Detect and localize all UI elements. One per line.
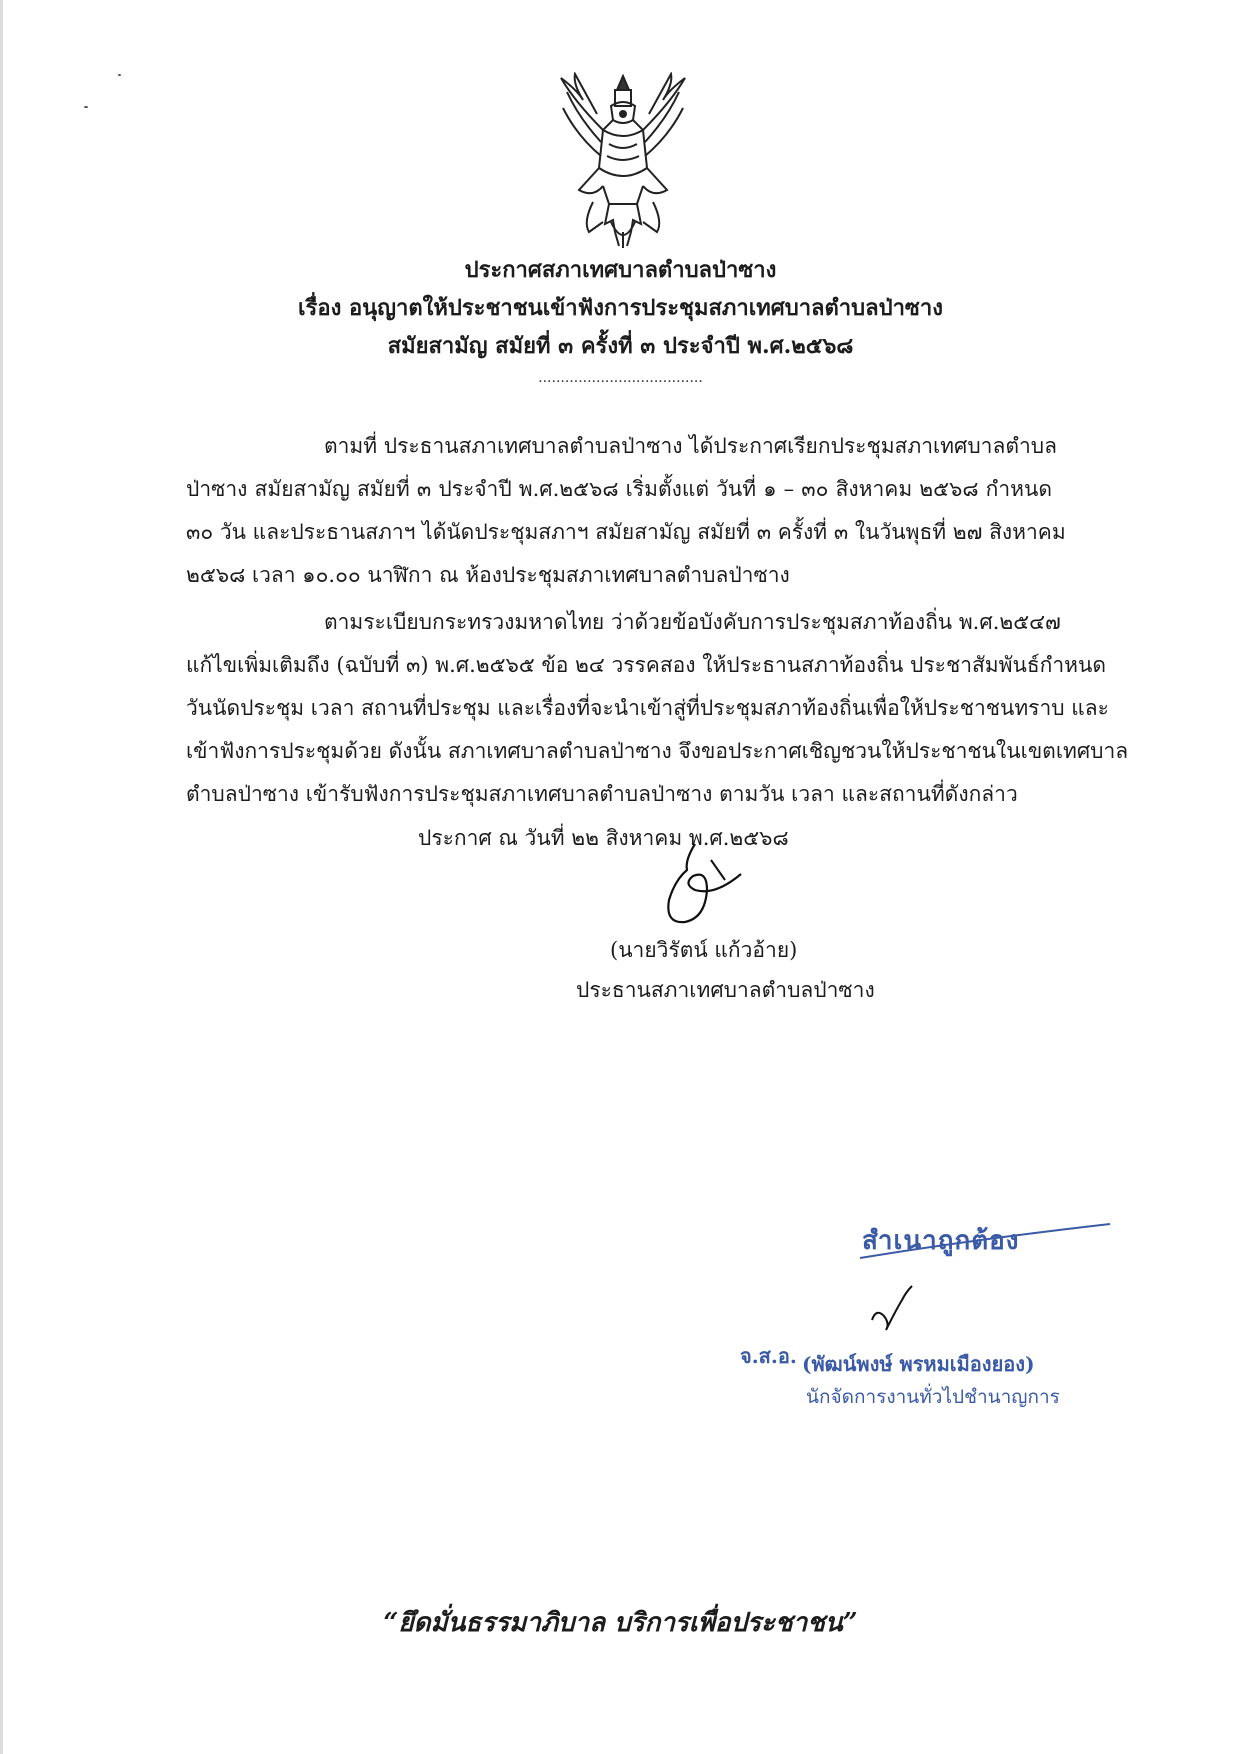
- signatory-name: (นายวิรัตน์ แก้วอ้าย): [610, 938, 798, 962]
- certified-copy-stamp: สำเนาถูกต้อง: [862, 1226, 1020, 1256]
- garuda-emblem-icon: [553, 72, 693, 250]
- announcement-title: ประกาศสภาเทศบาลตำบลป่าซาง: [464, 257, 777, 283]
- paragraph-1-line: ๓๐ วัน และประธานสภาฯ ได้นัดประชุมสภาฯ สมัยสามัญ สมัยที่ ๓ ครั้งที่ ๓ ในวันพุธที่ ๒๗ สิงหาคม: [186, 520, 1066, 544]
- paragraph-2-line: เข้าฟังการประชุมด้วย ดังนั้น สภาเทศบาลตำบลป่าซาง จึงขอประกาศเชิญชวนให้ประชาชนในเขตเทศบาล: [186, 739, 1129, 763]
- initial-mark-icon: [862, 1280, 922, 1340]
- stamp-certifier-name: (พัฒน์พงษ์ พรหมเมืองยอง): [802, 1352, 1035, 1376]
- announcement-session: สมัยสามัญ สมัยที่ ๓ ครั้งที่ ๓ ประจำปี พ.ศ.๒๕๖๘: [387, 333, 854, 359]
- paragraph-2-line: ตามระเบียบกระทรวงมหาดไทย ว่าด้วยข้อบังคับการประชุมสภาท้องถิ่น พ.ศ.๒๕๔๗: [324, 610, 1061, 634]
- dotted-separator: .....................................: [538, 370, 703, 386]
- signatory-title: ประธานสภาเทศบาลตำบลป่าซาง: [576, 978, 875, 1002]
- stamp-rank: จ.ส.อ.: [740, 1344, 797, 1368]
- stamp-certifier-position: นักจัดการงานทั่วไปชำนาญการ: [806, 1386, 1060, 1408]
- paragraph-2-line: วันนัดประชุม เวลา สถานที่ประชุม และเรื่องที่จะนำเข้าสู่ที่ประชุมสภาท้องถิ่นเพื่อให้ประชาชนทราบ และ: [186, 696, 1109, 720]
- scan-speck: [118, 74, 121, 76]
- footer-motto: “ยึดมั่นธรรมาภิบาล บริการเพื่อประชาชน”: [383, 1608, 858, 1638]
- scan-speck: [84, 106, 88, 108]
- paragraph-1-line: ๒๕๖๘ เวลา ๑๐.๐๐ นาฬิกา ณ ห้องประชุมสภาเทศบาลตำบลป่าซาง: [186, 563, 790, 587]
- paragraph-1-line: ตามที่ ประธานสภาเทศบาลตำบลป่าซาง ได้ประกาศเรียกประชุมสภาเทศบาลตำบล: [324, 434, 1057, 458]
- paragraph-1-line: ป่าซาง สมัยสามัญ สมัยที่ ๓ ประจำปี พ.ศ.๒๕๖๘ เริ่มตั้งแต่ วันที่ ๑ – ๓๐ สิงหาคม ๒๕๖๘ กำหนด: [186, 477, 1052, 501]
- paragraph-2-line: แก้ไขเพิ่มเติมถึง (ฉบับที่ ๓) พ.ศ.๒๕๖๕ ข้อ ๒๔ วรรคสอง ให้ประธานสภาท้องถิ่น ประชาสัมพันธ์กำหนด: [186, 653, 1107, 677]
- announcement-subject: เรื่อง อนุญาตให้ประชาชนเข้าฟังการประชุมสภาเทศบาลตำบลป่าซาง: [298, 295, 943, 321]
- signature-scribble-icon: [655, 840, 755, 930]
- announce-date: ประกาศ ณ วันที่ ๒๒ สิงหาคม พ.ศ.๒๕๖๘: [418, 826, 789, 850]
- paragraph-2-line: ตำบลป่าซาง เข้ารับฟังการประชุมสภาเทศบาลตำบลป่าซาง ตามวัน เวลา และสถานที่ดังกล่าว: [186, 782, 1018, 806]
